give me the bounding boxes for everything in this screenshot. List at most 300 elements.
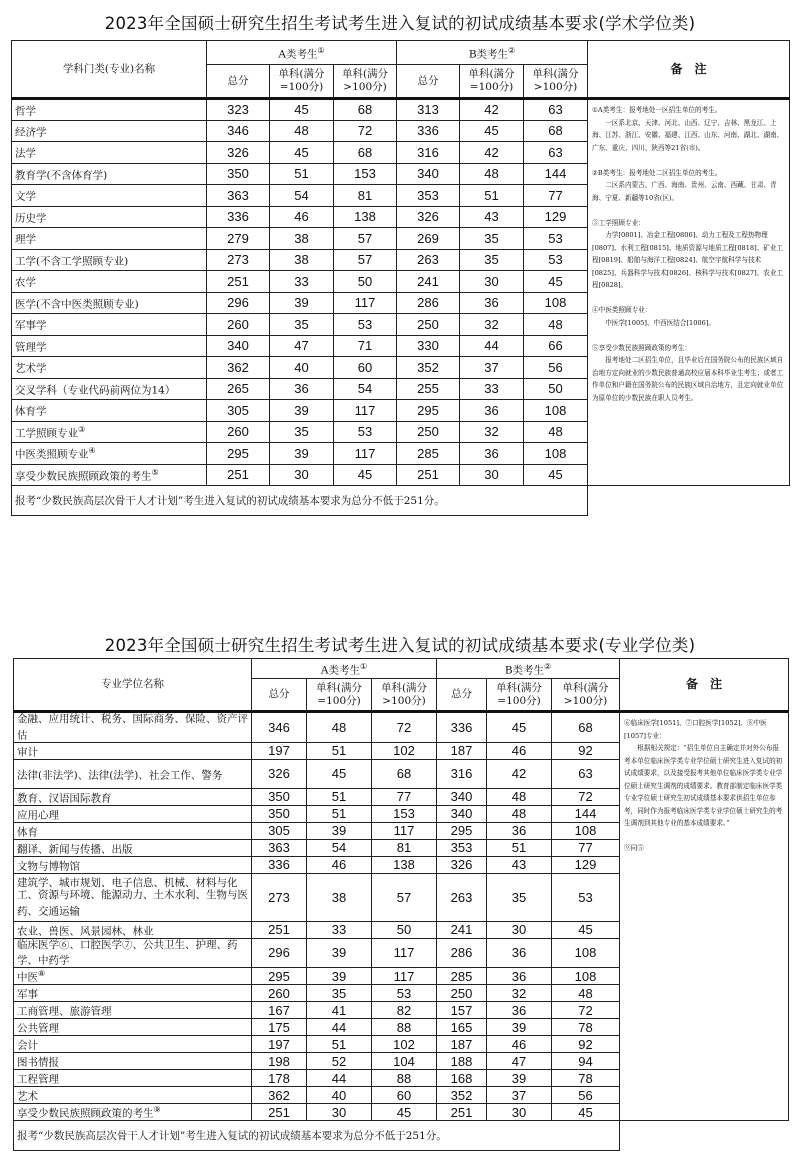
- score-b-single-gt100: 144: [524, 163, 588, 185]
- score-b-total: 241: [397, 271, 460, 293]
- score-b-single-100: 45: [460, 120, 524, 142]
- header-subject-name: 学科门类(专业)名称: [12, 41, 207, 99]
- score-a-single-gt100: 138: [334, 206, 397, 228]
- score-b-single-100: 47: [487, 1053, 552, 1070]
- score-b-total: 330: [397, 335, 460, 357]
- header-a-single-100: 单科(满分=100分): [307, 679, 372, 712]
- score-a-single-gt100: 45: [334, 464, 397, 486]
- row-name: [14, 921, 252, 938]
- score-a-single-100: 48: [270, 120, 334, 142]
- score-b-single-gt100: 56: [552, 1087, 620, 1104]
- row-name: [12, 314, 207, 336]
- score-a-single-gt100: 72: [372, 712, 437, 743]
- score-a-total: 251: [207, 271, 270, 293]
- score-a-single-100: 51: [270, 163, 334, 185]
- score-a-single-100: 39: [270, 292, 334, 314]
- row-name: [12, 421, 207, 443]
- score-b-single-100: 51: [460, 185, 524, 207]
- header-a-total: 总分: [252, 679, 307, 712]
- score-a-single-100: 38: [270, 249, 334, 271]
- score-b-total: 251: [397, 464, 460, 486]
- score-a-total: 350: [252, 805, 307, 822]
- score-a-total: 323: [207, 99, 270, 121]
- score-b-single-100: 39: [487, 1070, 552, 1087]
- score-a-total: 251: [207, 464, 270, 486]
- score-b-single-gt100: 48: [552, 985, 620, 1002]
- header-b-total: 总分: [437, 679, 487, 712]
- score-a-single-100: 54: [307, 839, 372, 856]
- row-name: [12, 99, 207, 121]
- row-name-text: 艺术学: [15, 362, 47, 375]
- score-b-single-100: 30: [460, 271, 524, 293]
- score-b-single-gt100: 45: [552, 921, 620, 938]
- score-a-single-gt100: 72: [334, 120, 397, 142]
- row-name: [14, 759, 252, 788]
- row-name: [12, 464, 207, 486]
- row-name: [12, 206, 207, 228]
- score-a-single-100: 46: [307, 856, 372, 873]
- row-name: [14, 856, 252, 873]
- score-a-single-100: 36: [270, 378, 334, 400]
- header-a-total: 总分: [207, 65, 270, 99]
- score-a-single-100: 52: [307, 1053, 372, 1070]
- row-name: [14, 873, 252, 921]
- score-b-total: 336: [397, 120, 460, 142]
- score-a-single-100: 30: [270, 464, 334, 486]
- header-group-b: B类考生②: [397, 41, 588, 65]
- score-a-total: 305: [252, 822, 307, 839]
- score-b-single-gt100: 108: [552, 938, 620, 968]
- score-b-single-100: 33: [460, 378, 524, 400]
- score-b-total: 250: [397, 421, 460, 443]
- score-b-single-gt100: 108: [524, 292, 588, 314]
- score-a-total: 178: [252, 1070, 307, 1087]
- score-b-single-gt100: 66: [524, 335, 588, 357]
- score-a-single-gt100: 88: [372, 1019, 437, 1036]
- score-b-single-gt100: 72: [552, 1002, 620, 1019]
- score-a-single-gt100: 53: [372, 985, 437, 1002]
- header-a-single-gt100: 单科(满分>100分): [372, 679, 437, 712]
- score-a-total: 251: [252, 921, 307, 938]
- score-a-total: 260: [207, 421, 270, 443]
- row-name-text: 哲学: [15, 105, 36, 118]
- score-b-single-100: 46: [487, 1036, 552, 1053]
- score-a-single-gt100: 117: [372, 938, 437, 968]
- score-a-single-gt100: 57: [334, 228, 397, 250]
- row-name-text: 中医: [17, 971, 38, 984]
- score-b-single-gt100: 92: [552, 742, 620, 759]
- score-b-single-100: 32: [460, 314, 524, 336]
- score-a-total: 362: [252, 1087, 307, 1104]
- score-a-single-gt100: 117: [334, 400, 397, 422]
- row-name-text: 军事: [17, 988, 38, 1001]
- score-a-single-100: 51: [307, 742, 372, 759]
- score-a-single-100: 44: [307, 1070, 372, 1087]
- score-b-total: 255: [397, 378, 460, 400]
- score-a-total: 251: [252, 1104, 307, 1121]
- score-a-single-100: 44: [307, 1019, 372, 1036]
- score-b-single-gt100: 45: [552, 1104, 620, 1121]
- score-b-single-100: 36: [460, 292, 524, 314]
- row-name: [14, 1053, 252, 1070]
- header-group-b: B类考生②: [437, 659, 620, 679]
- score-a-single-gt100: 88: [372, 1070, 437, 1087]
- score-b-single-gt100: 45: [524, 464, 588, 486]
- score-b-single-gt100: 56: [524, 357, 588, 379]
- score-b-single-gt100: 68: [552, 712, 620, 743]
- row-name: [12, 292, 207, 314]
- score-b-single-100: 36: [460, 400, 524, 422]
- score-a-single-100: 39: [307, 938, 372, 968]
- row-name-text: 享受少数民族照顾政策的考生: [17, 1107, 154, 1120]
- row-name: [12, 443, 207, 465]
- row-name-text: 经济学: [15, 126, 47, 139]
- score-a-single-100: 38: [307, 873, 372, 921]
- row-name-text: 理学: [15, 233, 36, 246]
- score-a-single-gt100: 53: [334, 314, 397, 336]
- score-a-total: 346: [207, 120, 270, 142]
- score-a-single-100: 51: [307, 788, 372, 805]
- row-name-text: 体育: [17, 826, 38, 838]
- score-a-single-gt100: 54: [334, 378, 397, 400]
- score-a-single-100: 51: [307, 805, 372, 822]
- academic-footer-note: 报考“少数民族高层次骨干人才计划”考生进入复试的初试成绩基本要求为总分不低于251分。: [12, 486, 588, 516]
- score-a-total: 363: [252, 839, 307, 856]
- score-b-total: 313: [397, 99, 460, 121]
- score-b-single-100: 48: [460, 163, 524, 185]
- score-b-total: 340: [397, 163, 460, 185]
- row-name: [12, 335, 207, 357]
- row-name: [14, 968, 252, 985]
- header-a-single-100: 单科(满分=100分): [270, 65, 334, 99]
- score-b-total: 263: [437, 873, 487, 921]
- score-a-single-100: 45: [270, 99, 334, 121]
- header-b-single-gt100: 单科(满分>100分): [524, 65, 588, 99]
- score-b-single-100: 48: [487, 788, 552, 805]
- row-name: [14, 1087, 252, 1104]
- score-a-single-gt100: 153: [334, 163, 397, 185]
- score-b-single-gt100: 144: [552, 805, 620, 822]
- row-name-text: 文物与博物馆: [17, 860, 80, 872]
- score-b-single-100: 46: [487, 742, 552, 759]
- score-b-single-100: 43: [487, 856, 552, 873]
- score-b-total: 241: [437, 921, 487, 938]
- score-b-single-gt100: 72: [552, 788, 620, 805]
- score-b-single-100: 36: [487, 938, 552, 968]
- row-name-text: 法律(非法学)、法律(法学)、社会工作、警务: [17, 769, 223, 781]
- header-degree-name: 专业学位名称: [14, 659, 252, 712]
- score-b-single-100: 32: [487, 985, 552, 1002]
- score-b-total: 285: [397, 443, 460, 465]
- score-b-total: 165: [437, 1019, 487, 1036]
- score-a-single-gt100: 50: [372, 921, 437, 938]
- row-name-text: 应用心理: [17, 809, 59, 821]
- score-a-total: 350: [252, 788, 307, 805]
- row-name: [12, 142, 207, 164]
- score-b-total: 286: [397, 292, 460, 314]
- score-b-total: 187: [437, 742, 487, 759]
- row-name-text: 管理学: [15, 341, 47, 354]
- score-a-total: 326: [207, 142, 270, 164]
- score-a-single-gt100: 104: [372, 1053, 437, 1070]
- score-b-single-100: 30: [487, 1104, 552, 1121]
- score-a-single-gt100: 68: [334, 142, 397, 164]
- row-name: [14, 712, 252, 743]
- professional-table: [13, 658, 789, 1151]
- score-b-total: 269: [397, 228, 460, 250]
- row-name-text: 工程管理: [17, 1073, 59, 1086]
- row-name: [12, 228, 207, 250]
- score-b-total: 326: [437, 856, 487, 873]
- header-a-single-gt100: 单科(满分>100分): [334, 65, 397, 99]
- row-name-text: 图书情报: [17, 1056, 59, 1069]
- score-a-total: 295: [207, 443, 270, 465]
- score-b-single-gt100: 78: [552, 1070, 620, 1087]
- score-a-total: 305: [207, 400, 270, 422]
- table-row: [14, 712, 789, 743]
- row-name: [14, 805, 252, 822]
- score-a-single-gt100: 68: [334, 99, 397, 121]
- score-a-total: 260: [252, 985, 307, 1002]
- row-name: [14, 742, 252, 759]
- score-a-single-gt100: 71: [334, 335, 397, 357]
- score-a-single-gt100: 117: [372, 822, 437, 839]
- row-name-text: 工商管理、旅游管理: [17, 1005, 112, 1018]
- score-a-total: 350: [207, 163, 270, 185]
- row-name: [14, 985, 252, 1002]
- score-a-single-gt100: 81: [334, 185, 397, 207]
- score-a-single-100: 35: [307, 985, 372, 1002]
- row-name-text: 教育、汉语国际教育: [17, 792, 112, 804]
- row-name-text: 教育学(不含体育学): [15, 169, 108, 182]
- score-b-single-100: 42: [460, 142, 524, 164]
- score-b-single-gt100: 45: [524, 271, 588, 293]
- score-b-total: 188: [437, 1053, 487, 1070]
- score-b-single-gt100: 77: [552, 839, 620, 856]
- score-b-total: 340: [437, 805, 487, 822]
- header-b-single-100: 单科(满分=100分): [487, 679, 552, 712]
- score-a-total: 336: [252, 856, 307, 873]
- score-a-total: 260: [207, 314, 270, 336]
- row-name: [14, 1036, 252, 1053]
- score-b-single-gt100: 63: [552, 759, 620, 788]
- score-b-single-100: 37: [460, 357, 524, 379]
- score-b-total: 168: [437, 1070, 487, 1087]
- score-b-total: 157: [437, 1002, 487, 1019]
- score-a-single-100: 39: [307, 822, 372, 839]
- header-group-a: A类考生①: [252, 659, 437, 679]
- score-b-single-gt100: 92: [552, 1036, 620, 1053]
- row-name-text: 工学(不含工学照顾专业): [15, 255, 129, 268]
- score-a-total: 336: [207, 206, 270, 228]
- row-name-text: 历史学: [15, 212, 47, 225]
- score-a-single-gt100: 82: [372, 1002, 437, 1019]
- row-name-text: 军事学: [15, 319, 47, 332]
- row-name-text: 建筑学、城市规划、电子信息、机械、材料与化工、资源与环境、能源动力、土木水利、生物与医药、交通运输: [17, 876, 248, 917]
- row-name-text: 艺术: [17, 1090, 38, 1103]
- score-b-total: 250: [437, 985, 487, 1002]
- score-b-single-100: 42: [487, 759, 552, 788]
- score-a-single-gt100: 60: [372, 1087, 437, 1104]
- row-name-text: 会计: [17, 1039, 38, 1052]
- score-a-single-100: 41: [307, 1002, 372, 1019]
- row-name: [12, 163, 207, 185]
- score-a-single-gt100: 50: [334, 271, 397, 293]
- score-b-total: 250: [397, 314, 460, 336]
- score-b-total: 263: [397, 249, 460, 271]
- score-a-single-100: 40: [270, 357, 334, 379]
- header-notes: 备 注: [620, 659, 789, 712]
- row-name-text: 农学: [15, 276, 36, 289]
- score-a-single-gt100: 57: [372, 873, 437, 921]
- score-a-single-gt100: 117: [334, 443, 397, 465]
- row-name-text: 享受少数民族照顾政策的考生: [15, 470, 152, 483]
- table-row: [12, 99, 790, 121]
- score-a-total: 346: [252, 712, 307, 743]
- score-b-single-gt100: 108: [524, 443, 588, 465]
- row-footnote-mark: ④: [88, 446, 96, 456]
- row-name: [12, 120, 207, 142]
- score-a-single-gt100: 138: [372, 856, 437, 873]
- row-footnote-mark: ⑤: [151, 467, 159, 477]
- score-a-single-100: 39: [270, 443, 334, 465]
- score-b-single-100: 51: [487, 839, 552, 856]
- row-name-text: 审计: [17, 746, 38, 758]
- row-footnote-mark: ③: [78, 424, 86, 434]
- score-a-single-100: 39: [270, 400, 334, 422]
- score-a-single-100: 30: [307, 1104, 372, 1121]
- row-name: [14, 1019, 252, 1036]
- row-name-text: 农业、兽医、风景园林、林业: [17, 925, 154, 937]
- score-a-single-gt100: 77: [372, 788, 437, 805]
- score-a-single-gt100: 68: [372, 759, 437, 788]
- score-b-single-100: 30: [487, 921, 552, 938]
- score-b-single-gt100: 77: [524, 185, 588, 207]
- score-b-single-100: 36: [487, 968, 552, 985]
- row-name: [14, 938, 252, 968]
- score-a-single-100: 54: [270, 185, 334, 207]
- score-b-total: 251: [437, 1104, 487, 1121]
- score-b-total: 340: [437, 788, 487, 805]
- score-a-total: 363: [207, 185, 270, 207]
- score-b-single-100: 36: [487, 822, 552, 839]
- score-a-single-gt100: 102: [372, 1036, 437, 1053]
- score-b-single-gt100: 68: [524, 120, 588, 142]
- score-b-single-gt100: 63: [524, 142, 588, 164]
- score-a-single-100: 35: [270, 421, 334, 443]
- score-b-single-gt100: 129: [524, 206, 588, 228]
- score-b-single-100: 36: [487, 1002, 552, 1019]
- score-a-single-100: 39: [307, 968, 372, 985]
- row-name: [14, 788, 252, 805]
- score-b-single-gt100: 48: [524, 314, 588, 336]
- score-b-total: 285: [437, 968, 487, 985]
- row-name-text: 体育学: [15, 405, 47, 418]
- score-a-single-100: 40: [307, 1087, 372, 1104]
- score-a-single-100: 38: [270, 228, 334, 250]
- score-a-single-gt100: 117: [372, 968, 437, 985]
- row-name: [12, 249, 207, 271]
- score-b-total: 316: [397, 142, 460, 164]
- score-a-single-gt100: 60: [334, 357, 397, 379]
- score-b-total: 336: [437, 712, 487, 743]
- score-a-single-gt100: 53: [334, 421, 397, 443]
- row-name-text: 翻译、新闻与传播、出版: [17, 843, 133, 855]
- professional-footer-note: 报考“少数民族高层次骨干人才计划”考生进入复试的初试成绩基本要求为总分不低于251分。: [14, 1121, 620, 1151]
- score-b-total: 352: [397, 357, 460, 379]
- header-b-total: 总分: [397, 65, 460, 99]
- row-name-text: 交叉学科（专业代码前两位为14）: [15, 384, 176, 397]
- score-b-single-100: 44: [460, 335, 524, 357]
- academic-table: [11, 40, 790, 516]
- score-a-total: 197: [252, 742, 307, 759]
- notes-cell: ⑥临床医学[1051]、⑦口腔医学[1052]、⑧中医[1057]专业： 根据相关规定：“招生单位自主确定并对外公布报考本单位临床医学类专业学位硕士研究生进入复试的初试成绩要求，以及接受报考其他单位临床医学类专业学位硕士研究生调剂的成绩要求。教育部制定临床医学类专业学位硕士研究生初试成绩基本要求供招生单位参考，同时作为报考临床医学类专业学位硕士研究生的考生调剂到其他专业的基本成绩要求。” ⑨同⑤: [620, 712, 789, 1121]
- score-b-single-gt100: 108: [524, 400, 588, 422]
- row-name: [14, 1070, 252, 1087]
- score-a-single-100: 51: [307, 1036, 372, 1053]
- row-name: [14, 1002, 252, 1019]
- row-name-text: 医学(不含中医类照顾专业): [15, 298, 139, 311]
- score-a-single-100: 33: [270, 271, 334, 293]
- row-footnote-mark: ⑨: [153, 1105, 161, 1114]
- header-b-single-gt100: 单科(满分>100分): [552, 679, 620, 712]
- score-b-single-gt100: 48: [524, 421, 588, 443]
- score-a-total: 296: [252, 938, 307, 968]
- notes-cell: ①A类考生：报考地处一区招生单位的考生。 一区系北京、天津、河北、山西、辽宁、吉林、黑龙江、上海、江苏、浙江、安徽、福建、江西、山东、河南、湖北、湖南、广东、重庆、四川、陕西等21省(市)。 ②B类考生：报考地处二区招生单位的考生。 二区系内蒙古、广西、海南、贵州、云南、西藏、甘肃、青海、宁夏、新疆等10省(区)。 ③工学照顾专业： 力学[0801]、冶金工程[0806]、动力工程及工程热物理[0807]、水利工程[0815]、地质资源与地质工程[0818]、矿业工程[0819]、船舶与海洋工程[0824]、航空宇航科学与技术[0825]、兵器科学与技术[0826]、核科学与技术[0827]、农业工程[0828]。 ④中医类照顾专业： 中医学[1005]、中西医结合[1006]。 ⑤享受少数民族照顾政策的考生： 报考地处二区招生单位，且毕业后在国务院公布的民族区域自治地方定向就业的少数民族普通高校应届本科毕业生考生；或者工作单位和户籍在国务院公布的民族区域自治地方，且定向就业单位为原单位的少数民族在职人员考生。: [588, 99, 790, 486]
- row-name: [12, 185, 207, 207]
- score-b-total: 352: [437, 1087, 487, 1104]
- score-a-total: 296: [207, 292, 270, 314]
- score-a-total: 198: [252, 1053, 307, 1070]
- score-a-single-gt100: 45: [372, 1104, 437, 1121]
- score-b-single-100: 43: [460, 206, 524, 228]
- score-b-single-100: 32: [460, 421, 524, 443]
- page-title-professional: 2023年全国硕士研究生招生考试考生进入复试的初试成绩基本要求(专业学位类): [104, 636, 696, 655]
- score-b-single-gt100: 50: [524, 378, 588, 400]
- score-a-total: 265: [207, 378, 270, 400]
- score-a-total: 197: [252, 1036, 307, 1053]
- score-a-single-100: 46: [270, 206, 334, 228]
- score-a-single-gt100: 57: [334, 249, 397, 271]
- score-a-total: 167: [252, 1002, 307, 1019]
- score-b-single-100: 45: [487, 712, 552, 743]
- header-b-single-100: 单科(满分=100分): [460, 65, 524, 99]
- score-b-total: 295: [397, 400, 460, 422]
- score-b-total: 187: [437, 1036, 487, 1053]
- row-footnote-mark: ⑧: [38, 969, 46, 978]
- score-b-single-100: 42: [460, 99, 524, 121]
- score-b-single-gt100: 78: [552, 1019, 620, 1036]
- row-name-text: 公共管理: [17, 1022, 59, 1035]
- score-a-total: 362: [207, 357, 270, 379]
- score-b-single-100: 36: [460, 443, 524, 465]
- score-b-total: 353: [437, 839, 487, 856]
- score-a-total: 273: [252, 873, 307, 921]
- row-name-text: 法学: [15, 147, 36, 160]
- score-b-total: 295: [437, 822, 487, 839]
- score-a-total: 295: [252, 968, 307, 985]
- score-a-single-100: 47: [270, 335, 334, 357]
- score-a-total: 326: [252, 759, 307, 788]
- header-group-a: A类考生①: [207, 41, 397, 65]
- score-b-total: 353: [397, 185, 460, 207]
- score-a-total: 340: [207, 335, 270, 357]
- score-a-single-100: 33: [307, 921, 372, 938]
- score-b-single-gt100: 108: [552, 968, 620, 985]
- score-a-total: 273: [207, 249, 270, 271]
- row-name-text: 金融、应用统计、税务、国际商务、保险、资产评估: [17, 713, 248, 741]
- score-a-total: 175: [252, 1019, 307, 1036]
